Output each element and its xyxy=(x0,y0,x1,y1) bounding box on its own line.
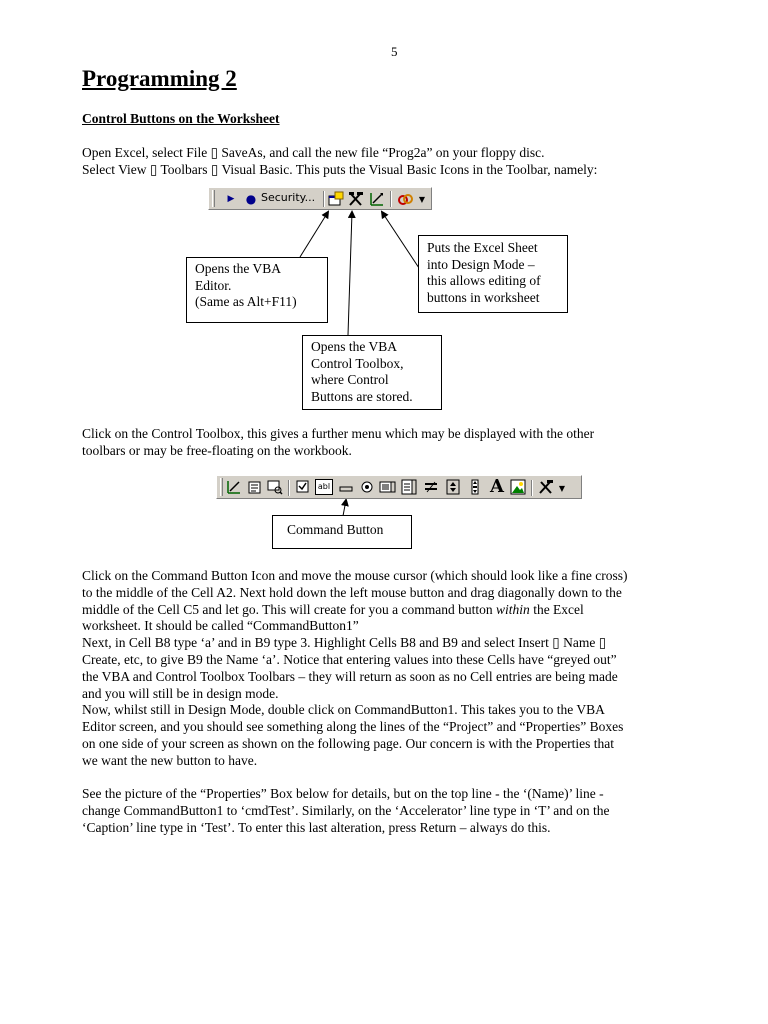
callout-design-mode xyxy=(418,235,568,313)
text-line: Editor screen, and you should see something along the lines of the “Project” and “Properties” Boxes xyxy=(82,719,624,735)
callout-line: Control Toolbox, xyxy=(311,355,404,371)
spin-button-icon[interactable] xyxy=(445,479,461,495)
arrow-control-toolbox xyxy=(348,212,352,335)
page-title: Programming 2 xyxy=(82,66,237,91)
chevron-down-icon[interactable]: ▼ xyxy=(418,195,426,204)
callout-vba-editor xyxy=(186,257,328,323)
checkbox-icon[interactable] xyxy=(295,479,311,495)
callout-line: Puts the Excel Sheet xyxy=(427,240,538,255)
toggle-button-icon[interactable] xyxy=(423,479,439,495)
callout-line: this allows editing of xyxy=(427,273,541,288)
text-line: on one side of your screen as shown on the following page. Our concern is with the Properties that xyxy=(82,735,614,751)
scrollbar-icon[interactable] xyxy=(467,479,483,495)
text-line: See the picture of the “Properties” Box below for details, but on the top line - the ‘(Name)’ line - xyxy=(82,786,604,801)
more-controls-icon[interactable] xyxy=(538,479,554,495)
chevron-down-icon[interactable]: ▼ xyxy=(558,484,566,493)
design-mode-icon[interactable] xyxy=(226,479,242,495)
textbox-icon[interactable]: abl xyxy=(315,479,333,495)
text-line: toolbars or may be free-floating on the workbook. xyxy=(82,442,352,458)
text-span: middle of the Cell C5 and let go. This will create for you a command button xyxy=(82,601,497,617)
callout-command-button: Command Button xyxy=(272,515,412,549)
properties-icon[interactable] xyxy=(247,479,263,495)
callout-line: where Control xyxy=(311,372,389,387)
callout-line: (Same as Alt+F11) xyxy=(195,294,297,309)
properties-paragraph xyxy=(82,786,610,836)
text-line: Select View ▯ Toolbars ▯ Visual Basic. This puts the Visual Basic Icons in the Toolbar, namely: xyxy=(82,161,598,177)
label-icon[interactable]: A xyxy=(490,476,504,497)
toolbar-grip[interactable] xyxy=(220,478,223,496)
text-line: to the middle of the Cell A2. Next hold down the left mouse button and drag diagonally down to the xyxy=(82,584,622,600)
text-line: ‘Caption’ line type in ‘Test’. To enter this last alteration, press Return – always do this. xyxy=(82,819,551,835)
text-line: Open Excel, select File ▯ SaveAs, and call the new file “Prog2a” on your floppy disc. xyxy=(82,145,545,160)
text-line: we want the new button to have. xyxy=(82,752,258,768)
run-macro-icon[interactable]: ▶ xyxy=(227,194,235,204)
arrow-command-button xyxy=(343,500,346,516)
record-macro-icon[interactable]: ● xyxy=(245,192,257,206)
text-line: the VBA and Control Toolbox Toolbars – they will return as soon as no Cell entries are being made xyxy=(82,668,618,684)
section-heading: Control Buttons on the Worksheet xyxy=(82,111,280,126)
callout-line: Opens the VBA xyxy=(311,339,397,354)
control-toolbox-toolbar xyxy=(216,475,582,499)
text-line: change CommandButton1 to ‘cmdTest’. Similarly, on the ‘Accelerator’ line type in ‘T’ and on the xyxy=(82,802,610,818)
text-line xyxy=(82,602,628,619)
callout-control-toolbox xyxy=(302,335,442,410)
emphasis-text: within xyxy=(496,601,530,617)
text-line: Next, in Cell B8 type ‘a’ and in B9 type 3. Highlight Cells B8 and B9 and select Insert ▯ Name ▯ xyxy=(82,635,607,651)
text-line: Click on the Command Button Icon and move the mouse cursor (which should look like a fine cross) xyxy=(82,568,628,583)
view-code-icon[interactable] xyxy=(267,479,283,495)
image-icon[interactable] xyxy=(510,479,526,495)
text-span: the Excel xyxy=(529,601,584,617)
callout-line: into Design Mode – xyxy=(427,256,535,272)
page-number: 5 xyxy=(391,44,398,59)
command-button-icon[interactable] xyxy=(338,479,354,495)
text-line: Click on the Control Toolbox, this gives a further menu which may be displayed with the other xyxy=(82,426,595,441)
callout-line: Editor. xyxy=(195,277,232,293)
security-button[interactable]: Security... xyxy=(261,191,316,204)
text-line: worksheet. It should be called “CommandButton1” xyxy=(82,618,359,634)
combobox-icon[interactable] xyxy=(401,479,419,495)
callout-line: Buttons are stored. xyxy=(311,388,413,404)
arrow-design-mode xyxy=(382,212,419,268)
text-line: and you will still be in design mode. xyxy=(82,685,279,701)
toolbar-separator xyxy=(288,480,290,496)
text-line: Now, whilst still in Design Mode, double click on CommandButton1. This takes you to the VBA xyxy=(82,702,605,718)
callout-line: buttons in worksheet xyxy=(427,289,540,305)
listbox-icon[interactable] xyxy=(379,479,397,495)
text-line: Create, etc, to give B9 the Name ‘a’. Notice that entering values into these Cells have “greyed out” xyxy=(82,651,617,667)
callout-line: Opens the VBA xyxy=(195,261,281,276)
option-button-icon[interactable] xyxy=(359,479,375,495)
toolbar-separator xyxy=(531,480,533,496)
instructions-paragraph xyxy=(82,568,628,770)
control-toolbox-paragraph xyxy=(82,426,594,460)
arrow-vba-editor xyxy=(300,212,328,257)
